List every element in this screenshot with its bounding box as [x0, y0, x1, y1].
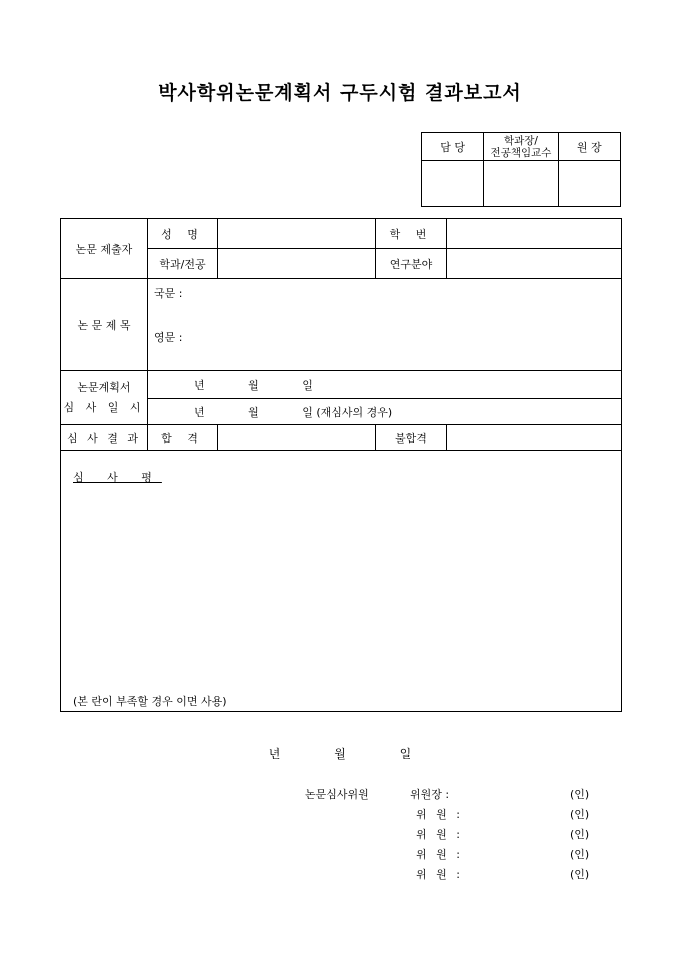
seal-chair: (인) — [570, 788, 590, 801]
seal-member-4: (인) — [570, 868, 590, 881]
name-label: 성 명 — [148, 219, 218, 249]
seal-member-1: (인) — [570, 808, 590, 821]
review-area[interactable] — [61, 451, 622, 712]
review-note: (본 란이 부족할 경우 이면 사용) — [73, 695, 227, 708]
date-note: (재심사의 경우) — [316, 405, 393, 419]
approval-header-staff: 담 당 — [422, 133, 484, 161]
seal-member-2: (인) — [570, 828, 590, 841]
member-label-3: 위 원 : — [416, 848, 463, 861]
approval-header-dean: 원 장 — [558, 133, 620, 161]
thesis-title-field[interactable] — [148, 279, 622, 371]
review-title: 심 사 평 — [73, 471, 162, 484]
pass-label: 합 격 — [148, 425, 218, 451]
fail-field[interactable] — [447, 425, 622, 451]
english-title-label: 영문 : — [154, 331, 183, 344]
approval-sign-staff[interactable] — [422, 161, 484, 207]
member-label-2: 위 원 : — [416, 828, 463, 841]
thesis-title-label: 논 문 제 목 — [61, 279, 148, 371]
korean-title-label: 국문 : — [154, 287, 183, 300]
chair-label: 위원장 : — [410, 788, 450, 801]
submitter-label: 논문 제출자 — [61, 219, 148, 279]
approval-sign-head[interactable] — [484, 161, 558, 207]
approval-table — [421, 132, 621, 207]
report-table — [60, 218, 622, 712]
seal-member-3: (인) — [570, 848, 590, 861]
report-date: 년 월 일 — [268, 747, 412, 761]
member-label-4: 위 원 : — [416, 868, 463, 881]
result-label: 심 사 결 과 — [61, 425, 148, 451]
date-field-1[interactable]: 년 월 일 — [148, 371, 622, 399]
name-field[interactable] — [218, 219, 376, 249]
research-field-label: 연구분야 — [376, 249, 447, 279]
student-no-label: 학 번 — [376, 219, 447, 249]
member-label-1: 위 원 : — [416, 808, 463, 821]
date-field-2[interactable]: 년 월 일 (재심사의 경우) — [148, 399, 622, 425]
dept-label: 학과/전공 — [148, 249, 218, 279]
research-field-field[interactable] — [447, 249, 622, 279]
student-no-field[interactable] — [447, 219, 622, 249]
dept-field[interactable] — [218, 249, 376, 279]
fail-label: 불합격 — [376, 425, 447, 451]
page-title: 박사학위논문계획서 구두시험 결과보고서 — [158, 82, 522, 104]
plan-date-label: 논문계획서 심 사 일 시 — [61, 371, 148, 425]
pass-field[interactable] — [218, 425, 376, 451]
approval-header-head: 학과장/ 전공책임교수 — [484, 133, 558, 161]
approval-sign-dean[interactable] — [558, 161, 620, 207]
committee-label: 논문심사위원 — [305, 788, 369, 801]
